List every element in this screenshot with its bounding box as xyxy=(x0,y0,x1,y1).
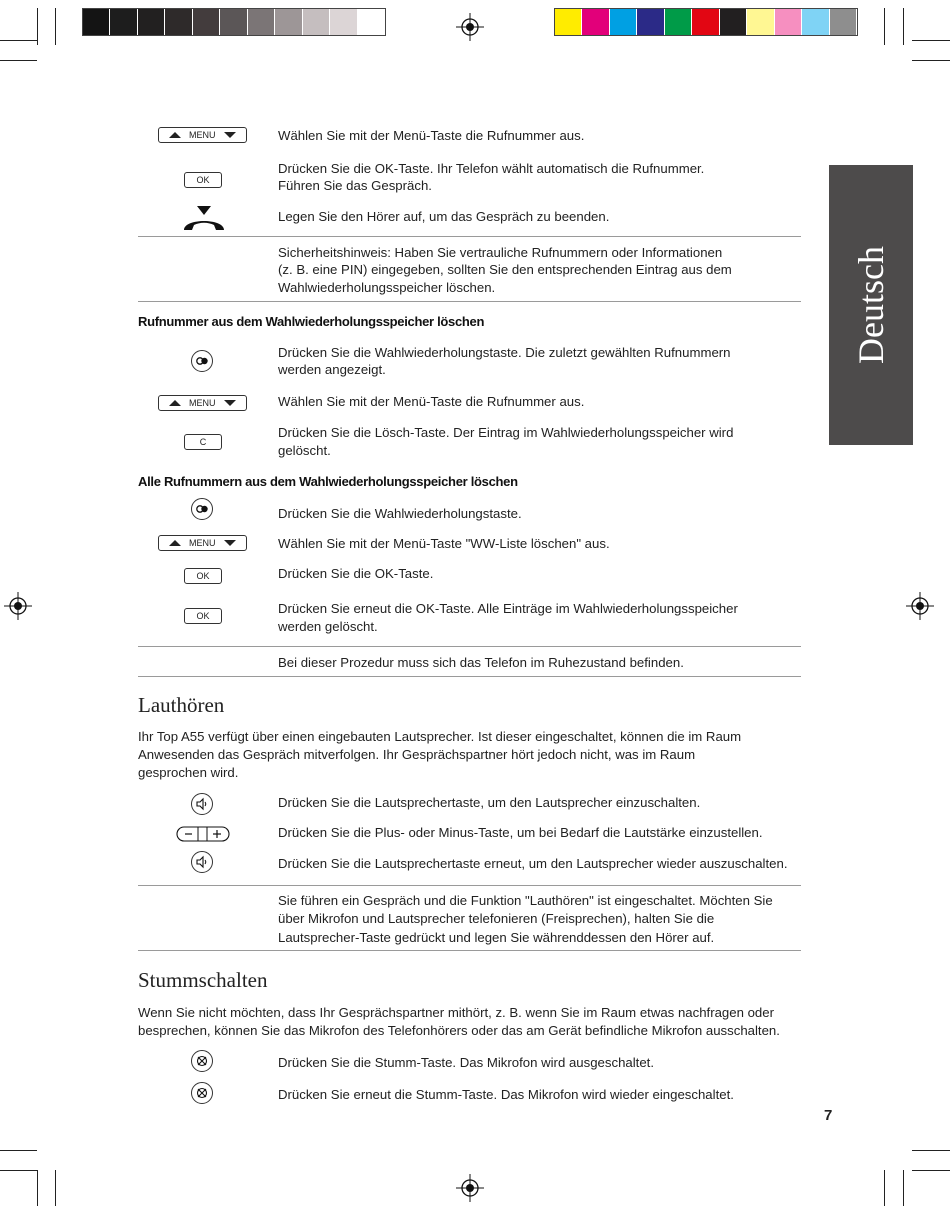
color-swatch xyxy=(665,9,692,35)
instruction-text: werden angezeigt. xyxy=(278,362,386,377)
instruction-text: Drücken Sie die Lautsprechertaste, um den Lautsprecher einzuschalten. xyxy=(278,795,701,810)
clear-key-icon: C xyxy=(184,434,222,450)
color-swatch xyxy=(747,9,774,35)
ok-key-icon: OK xyxy=(184,568,222,584)
page-number: 7 xyxy=(824,1107,833,1124)
instruction-text: gelöscht. xyxy=(278,443,331,458)
divider xyxy=(138,950,801,951)
side-tab-label: Deutsch xyxy=(851,246,891,364)
ok-key-icon: OK xyxy=(184,172,222,188)
instruction-text: Drücken Sie die Lautsprechertaste erneut, um den Lautsprecher wieder auszuschalten. xyxy=(278,856,788,871)
registration-target-icon xyxy=(905,591,935,621)
menu-key-icon: MENU xyxy=(158,535,247,551)
instruction-text: Drücken Sie die Lösch-Taste. Der Eintrag im Wahlwiederholungsspeicher wird xyxy=(278,425,734,440)
section-heading: Lauthören xyxy=(138,693,225,717)
speaker-key-icon xyxy=(191,793,213,815)
handset-hangup-icon xyxy=(180,204,228,234)
speaker-key-icon xyxy=(191,851,213,873)
note-text: Lautsprecher-Taste gedrückt und legen Sie währenddessen den Hörer auf. xyxy=(278,930,715,945)
instruction-text: Führen Sie das Gespräch. xyxy=(278,178,432,193)
ok-key-icon: OK xyxy=(184,608,222,624)
instruction-text: Drücken Sie die OK-Taste. Ihr Telefon wählt automatisch die Rufnummer. xyxy=(278,161,705,176)
color-swatch xyxy=(248,9,275,35)
instruction-text: Drücken Sie die Plus- oder Minus-Taste, um bei Bedarf die Lautstärke einzustellen. xyxy=(278,825,763,840)
volume-minus-plus-key-icon xyxy=(176,825,230,843)
divider xyxy=(138,646,801,647)
menu-key-icon: MENU xyxy=(158,395,247,411)
redial-key-icon xyxy=(191,350,213,372)
color-swatch xyxy=(610,9,637,35)
color-swatch xyxy=(138,9,165,35)
redial-key-icon xyxy=(191,498,213,520)
mute-key-icon xyxy=(191,1082,213,1104)
paragraph-line: besprechen, können Sie das Mikrofon des Telefonhörers oder das am Gerät befindliche Mikrofon ausschalten. xyxy=(138,1023,780,1038)
color-swatch xyxy=(637,9,664,35)
color-swatch xyxy=(83,9,110,35)
registration-target-icon xyxy=(3,591,33,621)
divider xyxy=(138,236,801,237)
color-swatch xyxy=(330,9,357,35)
grayscale-calibration-bar xyxy=(82,8,386,36)
instruction-text: Drücken Sie die Wahlwiederholungstaste. xyxy=(278,506,522,521)
section-heading: Stummschalten xyxy=(138,968,268,992)
mute-key-icon xyxy=(191,1050,213,1072)
color-swatch xyxy=(193,9,220,35)
color-swatch xyxy=(582,9,609,35)
note-text: (z. B. eine PIN) eingegeben, sollten Sie den entsprechenden Eintrag aus dem xyxy=(278,262,732,277)
instruction-text: Wählen Sie mit der Menü-Taste "WW-Liste löschen" aus. xyxy=(278,536,610,551)
color-swatch xyxy=(830,9,857,35)
instruction-text: Drücken Sie die Wahlwiederholungstaste. Die zuletzt gewählten Rufnummern xyxy=(278,345,731,360)
color-swatch xyxy=(275,9,302,35)
color-swatch xyxy=(358,9,385,35)
paragraph-line: gesprochen wird. xyxy=(138,765,239,780)
registration-target-icon xyxy=(455,1173,485,1203)
instruction-text: werden gelöscht. xyxy=(278,619,378,634)
color-swatch xyxy=(720,9,747,35)
paragraph-line: Ihr Top A55 verfügt über einen eingebauten Lautsprecher. Ist dieser eingeschaltet, können die im Raum xyxy=(138,729,742,744)
note-text: über Mikrofon und Lautsprecher telefonieren (Freisprechen), halten Sie die xyxy=(278,911,715,926)
paragraph-line: Anwesenden das Gespräch mitverfolgen. Ihr Gesprächspartner hört jedoch nicht, was im Raum xyxy=(138,747,696,762)
instruction-text: Legen Sie den Hörer auf, um das Gespräch zu beenden. xyxy=(278,209,610,224)
subsection-title: Alle Rufnummern aus dem Wahlwiederholungsspeicher löschen xyxy=(138,474,518,489)
color-swatch xyxy=(555,9,582,35)
divider xyxy=(138,676,801,677)
subsection-title: Rufnummer aus dem Wahlwiederholungsspeicher löschen xyxy=(138,314,485,329)
menu-key-icon: MENU xyxy=(158,127,247,143)
language-side-tab xyxy=(829,165,913,445)
instruction-text: Drücken Sie erneut die Stumm-Taste. Das Mikrofon wird wieder eingeschaltet. xyxy=(278,1087,734,1102)
color-swatch xyxy=(303,9,330,35)
note-text: Sicherheitshinweis: Haben Sie vertrauliche Rufnummern oder Informationen xyxy=(278,245,723,260)
instruction-text: Wählen Sie mit der Menü-Taste die Rufnummer aus. xyxy=(278,128,585,143)
color-calibration-bar xyxy=(554,8,858,36)
instruction-text: Wählen Sie mit der Menü-Taste die Rufnummer aus. xyxy=(278,394,585,409)
color-swatch xyxy=(802,9,829,35)
color-swatch xyxy=(110,9,137,35)
color-swatch xyxy=(165,9,192,35)
color-swatch xyxy=(775,9,802,35)
instruction-text: Drücken Sie die Stumm-Taste. Das Mikrofon wird ausgeschaltet. xyxy=(278,1055,654,1070)
paragraph-line: Wenn Sie nicht möchten, dass Ihr Gesprächspartner mithört, z. B. wenn Sie im Raum etwas nachfragen oder xyxy=(138,1005,774,1020)
color-swatch xyxy=(220,9,247,35)
instruction-text: Drücken Sie die OK-Taste. xyxy=(278,566,434,581)
note-text: Sie führen ein Gespräch und die Funktion "Lauthören" ist eingeschaltet. Möchten Sie xyxy=(278,893,773,908)
divider xyxy=(138,885,801,886)
color-swatch xyxy=(692,9,719,35)
divider xyxy=(138,301,801,302)
note-text: Wahlwiederholungsspeicher löschen. xyxy=(278,280,496,295)
note-text: Bei dieser Prozedur muss sich das Telefon im Ruhezustand befinden. xyxy=(278,655,684,670)
registration-target-icon xyxy=(455,12,485,42)
instruction-text: Drücken Sie erneut die OK-Taste. Alle Einträge im Wahlwiederholungsspeicher xyxy=(278,601,738,616)
